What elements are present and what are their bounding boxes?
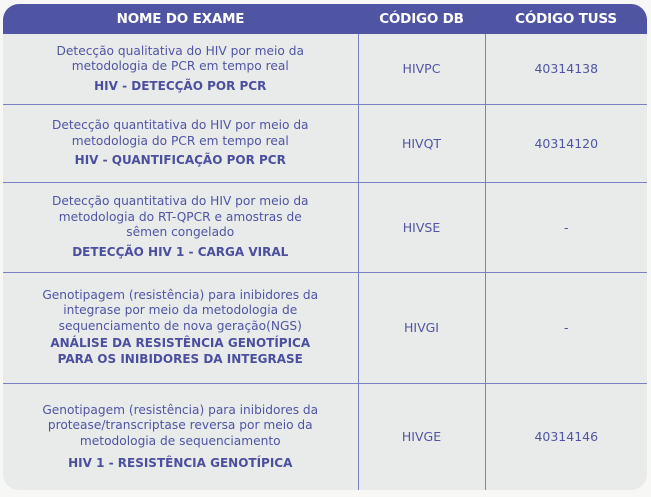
- exam-title: HIV - QUANTIFICAÇÃO POR PCR: [74, 153, 286, 167]
- table-row: [3, 34, 647, 104]
- codigo-tuss-cell: -: [485, 182, 647, 272]
- exam-description: Genotipagem (resistência) para inibidores da protease/transcriptase reversa por meio da metodologia de sequenciamento: [42, 402, 319, 448]
- table-row: [3, 383, 647, 490]
- codigo-tuss-cell: 40314146: [485, 383, 647, 490]
- exam-title: ANÁLISE DA RESISTÊNCIA GENOTÍPICA PARA OS INIBIDORES DA INTEGRASE: [50, 336, 311, 367]
- header-codigo-db: CÓDIGO DB: [379, 11, 464, 27]
- exam-title: HIV - DETECÇÃO POR PCR: [94, 78, 267, 93]
- exam-name-cell: [3, 34, 358, 104]
- table-row: [3, 272, 647, 383]
- exam-table-container: [3, 4, 647, 490]
- codigo-db-cell: HIVGI: [358, 272, 485, 383]
- exam-name-cell: [3, 383, 358, 490]
- table-header-row: [3, 4, 647, 34]
- exam-name-cell: [3, 182, 358, 272]
- header-nome-do-exame: NOME DO EXAME: [116, 11, 245, 27]
- codigo-tuss-cell: -: [485, 272, 647, 383]
- exam-name-cell: [3, 104, 358, 182]
- codigo-db-cell: HIVSE: [358, 182, 485, 272]
- exam-description: Detecção quantitativa do HIV por meio da metodologia do PCR em tempo real: [51, 118, 309, 148]
- exam-table: [3, 4, 647, 490]
- exam-description: Detecção qualitativa do HIV por meio da metodologia de PCR em tempo real: [56, 43, 304, 74]
- table-row: [3, 104, 647, 182]
- codigo-db-cell: HIVQT: [358, 104, 485, 182]
- codigo-db-cell: HIVGE: [358, 383, 485, 490]
- exam-description: Genotipagem (resistência) para inibidores da integrase por meio da metodologia de sequenciamento de nova geração(NGS): [42, 287, 319, 333]
- codigo-tuss-cell: 40314138: [485, 34, 647, 104]
- exam-description: Detecção quantitativa do HIV por meio da metodologia do RT-QPCR e amostras de sêmen congelado: [51, 194, 309, 240]
- table-row: [3, 182, 647, 272]
- exam-name-cell: [3, 272, 358, 383]
- exam-title: HIV 1 - RESISTÊNCIA GENOTÍPICA: [68, 456, 293, 470]
- codigo-db-cell: HIVPC: [358, 34, 485, 104]
- codigo-tuss-cell: 40314120: [485, 104, 647, 182]
- exam-title: DETECÇÃO HIV 1 - CARGA VIRAL: [72, 244, 289, 259]
- header-codigo-tuss: CÓDIGO TUSS: [515, 11, 617, 27]
